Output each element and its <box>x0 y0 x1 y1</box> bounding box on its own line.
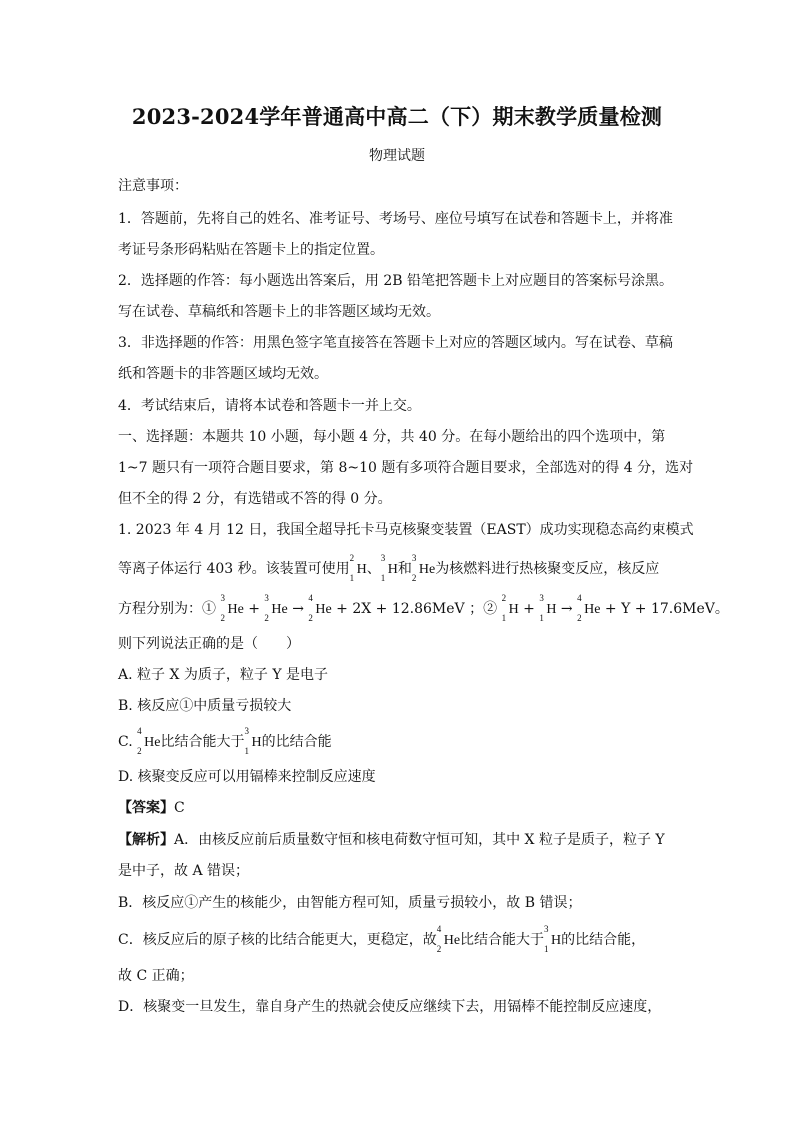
page-subtitle: 物理试题 <box>369 148 425 164</box>
question-1-stem-line-1: 1. 2023 年 4 月 12 日，我国全超导托卡马克核聚变装置（EAST）成功实现稳态高约束模式 <box>118 522 694 538</box>
question-1-prompt: 则下列说法正确的是（ ） <box>118 636 300 652</box>
answer-value: C <box>174 800 185 816</box>
analysis-line-1: 【解析】A．由核反应前后质量数守恒和核电荷数守恒可知，其中 X 粒子是质子，粒子 Y <box>118 832 665 848</box>
option-d: D. 核聚变反应可以用镉棒来控制反应速度 <box>118 769 376 785</box>
option-a: A. 粒子 X 为质子，粒子 Y 是电子 <box>118 667 329 683</box>
notice-item-2-line-2: 写在试卷、草稿纸和答题卡上的非答题区域均无效。 <box>118 304 440 320</box>
notice-heading: 注意事项： <box>118 178 188 194</box>
nuclide-helium-3: 3 2 He <box>411 553 436 583</box>
option-c: C. 4 2 He比结合能大于 3 1 H的比结合能 <box>118 726 332 756</box>
reaction-2: 2 1 H + 3 1 H → 4 2 He + Y + 17.6MeV <box>501 593 715 623</box>
section-heading-line-3: 但不全的得 2 分，有选错或不答的得 0 分。 <box>118 491 392 507</box>
stem-text: 等离子体运行 403 秒。该装置可使用 <box>118 561 350 577</box>
analysis-line-2: 是中子，故 A 错误； <box>118 863 250 879</box>
option-b: B. 核反应①中质量亏损较大 <box>118 698 292 714</box>
nuclide-tritium: 3 1 H <box>380 553 398 583</box>
reaction-1: 3 2 He + 3 2 He → 4 2 He + 2X + 12.86MeV <box>220 593 465 623</box>
nuclide-helium-4: 4 2 He <box>436 924 461 954</box>
question-1-reaction-equations: 方程分别为：① 3 2 He + 3 2 He → 4 2 He + 2X + 12.86MeV ；② 2 1 H + 3 1 H → 4 2 He + Y + 17.6MeV。 <box>118 593 729 623</box>
nuclide-helium-4: 4 2 He <box>137 726 161 756</box>
analysis-c-line-1: C．核反应后的原子核的比结合能更大，更稳定，故 4 2 He比结合能大于 3 1 H的比结合能， <box>118 924 646 954</box>
notice-item-1-line-1: 1．答题前，先将自己的姓名、准考证号、考场号、座位号填写在试卷和答题卡上，并将准 <box>118 211 673 227</box>
notice-item-2-line-1: 2．选择题的作答：每小题选出答案后，用 2B 铅笔把答题卡上对应题目的答案标号涂黑。 <box>118 273 674 289</box>
analysis-c-line-2: 故 C 正确； <box>118 968 194 984</box>
nuclide-deuterium: 2 1 H <box>349 553 367 583</box>
answer-label: 【答案】 <box>118 800 174 816</box>
notice-item-1-line-2: 考证号条形码粘贴在答题卡上的指定位置。 <box>118 242 384 258</box>
analysis-b: B．核反应①产生的核能少，由智能方程可知，质量亏损较小，故 B 错误； <box>118 895 582 911</box>
question-1-stem-line-2: 等离子体运行 403 秒。该装置可使用 2 1 H、 3 1 H和 3 2 He为核燃料进行热核聚变反应，核反应 <box>118 553 660 583</box>
page-title: 2023-2024学年普通高中高二（下）期末教学质量检测 <box>131 104 663 129</box>
nuclide-tritium: 3 1 H <box>244 726 262 756</box>
answer <box>118 798 185 818</box>
notice-item-4: 4．考试结束后，请将本试卷和答题卡一并上交。 <box>118 398 421 414</box>
analysis-d: D．核聚变一旦发生，靠自身产生的热就会使反应继续下去，用镉棒不能控制反应速度， <box>118 999 662 1015</box>
section-heading-line-2: 1~7 题只有一项符合题目要求，第 8~10 题有多项符合题目要求，全部选对的得 4 分，选对 <box>118 460 694 476</box>
notice-item-3-line-2: 纸和答题卡的非答题区域均无效。 <box>118 366 328 382</box>
section-heading-line-1: 一、选择题：本题共 10 小题，每小题 4 分，共 40 分。在每小题给出的四个选项中，第 <box>118 429 666 445</box>
analysis-label: 【解析】 <box>118 832 174 848</box>
nuclide-tritium: 3 1 H <box>544 924 562 954</box>
notice-item-3-line-1: 3．非选择题的作答：用黑色签字笔直接答在答题卡上对应的答题区域内。写在试卷、草稿 <box>118 335 673 351</box>
